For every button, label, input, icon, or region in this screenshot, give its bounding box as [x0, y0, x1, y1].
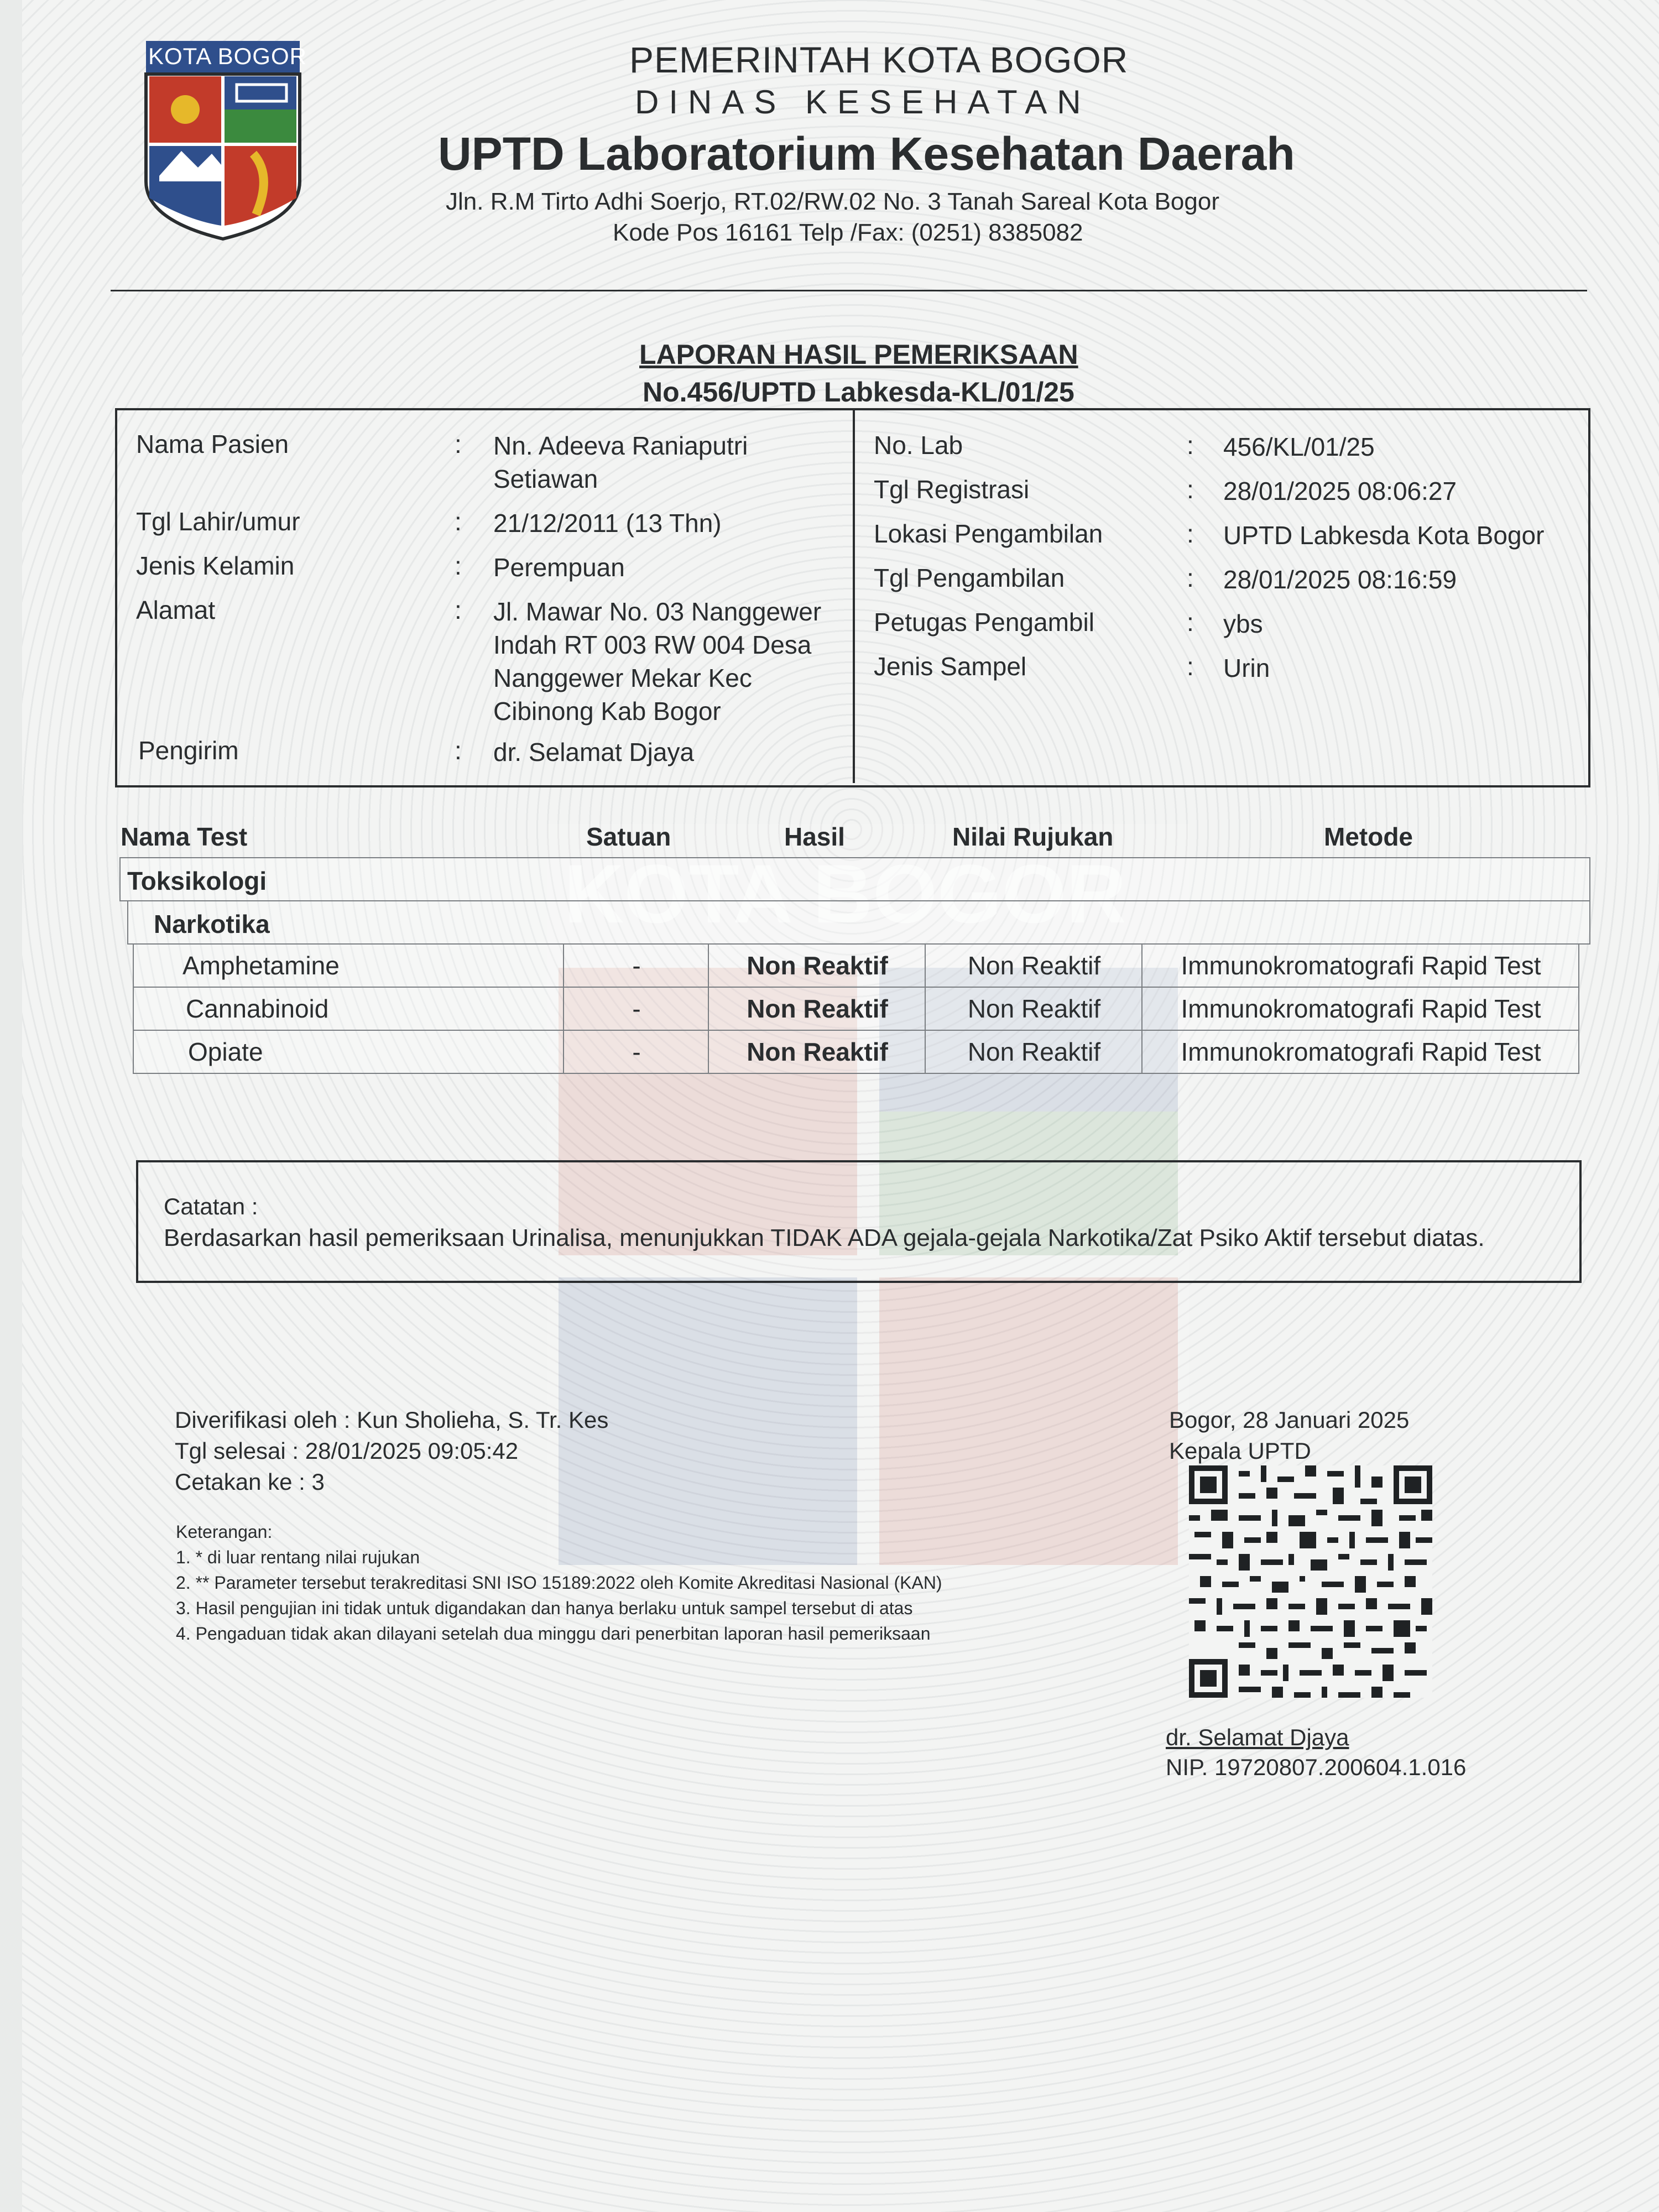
lab-number-value: 456/KL/01/25 [1223, 432, 1375, 461]
table-row [133, 943, 1579, 988]
note-label: Catatan : [164, 1193, 258, 1219]
test-name: Cannabinoid [186, 994, 329, 1023]
sample-type-label: Jenis Sampel [874, 652, 1027, 681]
sender-label: Pengirim [138, 736, 239, 765]
header-government: PEMERINTAH KOTA BOGOR [629, 39, 1129, 80]
unit-cell: - [563, 945, 709, 987]
notes-item: 3. Hasil pengujian ini tidak untuk digandakan dan hanya berlaku untuk sampel tersebut di atas [176, 1598, 913, 1618]
colon: : [1187, 431, 1194, 460]
collector-value: ybs [1223, 609, 1263, 638]
result-cell: Non Reaktif [708, 988, 926, 1030]
address-value: Jl. Mawar No. 03 Nanggewer Indah RT 003 RW 004 Desa Nanggewer Mekar Kec Cibinong Kab Bogor [493, 597, 822, 726]
test-name: Amphetamine [182, 951, 340, 980]
collection-location-label: Lokasi Pengambilan [874, 519, 1103, 548]
gender-value: Perempuan [493, 553, 625, 582]
colon: : [455, 507, 462, 536]
notes-item: 1. * di luar rentang nilai rujukan [176, 1547, 420, 1567]
col-header-reference: Nilai Rujukan [952, 822, 1114, 851]
colon: : [1187, 608, 1194, 637]
sender-value: dr. Selamat Djaya [493, 738, 695, 766]
collection-date-label: Tgl Pengambilan [874, 564, 1065, 592]
col-header-method: Metode [1324, 822, 1413, 851]
sample-type-value: Urin [1223, 654, 1270, 682]
col-header-unit: Satuan [586, 822, 671, 851]
address-label: Alamat [136, 596, 216, 624]
col-header-result: Hasil [784, 822, 845, 851]
colon: : [1187, 475, 1194, 504]
colon: : [1187, 564, 1194, 592]
lab-number-label: No. Lab [874, 431, 963, 460]
gender-label: Jenis Kelamin [136, 551, 295, 580]
watermark-text: KOTA BOGOR [564, 847, 1126, 940]
patient-name-value: Nn. Adeeva Raniaputri Setiawan [493, 431, 748, 493]
finished-date: Tgl selesai : 28/01/2025 09:05:42 [175, 1438, 519, 1464]
patient-name-label: Nama Pasien [136, 430, 289, 458]
group-label: Toksikologi [127, 867, 267, 895]
table-row [133, 987, 1579, 1031]
note-box [136, 1160, 1582, 1283]
collector-label: Petugas Pengambil [874, 608, 1094, 637]
note-text: Berdasarkan hasil pemeriksaan Urinalisa, menunjukkan TIDAK ADA gejala-gejala Narkotika/Zat Psiko Aktif tersebut diatas. [164, 1224, 1485, 1251]
collection-date-value: 28/01/2025 08:16:59 [1223, 565, 1457, 594]
report-number: No.456/UPTD Labkesda-KL/01/25 [643, 377, 1074, 408]
reference-cell: Non Reaktif [925, 988, 1142, 1030]
collection-location-value: UPTD Labkesda Kota Bogor [1223, 521, 1545, 550]
header-department: DINAS KESEHATAN [635, 84, 1091, 121]
col-header-test: Nama Test [121, 822, 248, 851]
method-cell: Immunokromatografi Rapid Test [1141, 945, 1579, 987]
verified-by: Diverifikasi oleh : Kun Sholieha, S. Tr. Kes [175, 1407, 609, 1433]
header-address: Jln. R.M Tirto Adhi Soerjo, RT.02/RW.02 No. 3 Tanah Sareal Kota Bogor [446, 188, 1219, 215]
print-count: Cetakan ke : 3 [175, 1469, 325, 1495]
colon: : [1187, 519, 1194, 548]
colon: : [455, 736, 462, 765]
test-name: Opiate [188, 1037, 263, 1066]
method-cell: Immunokromatografi Rapid Test [1141, 1031, 1579, 1073]
colon: : [455, 596, 462, 624]
birthdate-value: 21/12/2011 (13 Thn) [493, 509, 722, 538]
result-cell: Non Reaktif [708, 945, 926, 987]
header-divider [111, 290, 1587, 291]
notes-title: Keterangan: [176, 1522, 273, 1542]
table-group-row [119, 857, 1590, 901]
unit-cell: - [563, 988, 709, 1030]
colon: : [455, 430, 462, 458]
subgroup-label: Narkotika [154, 910, 270, 938]
table-subgroup-row [127, 900, 1590, 945]
header-contact: Kode Pos 16161 Telp /Fax: (0251) 8385082 [613, 219, 1083, 246]
notes-item: 2. ** Parameter tersebut terakreditasi SNI ISO 15189:2022 oleh Komite Akreditasi Nasional (KAN) [176, 1573, 942, 1593]
colon: : [1187, 652, 1194, 681]
qr-code-icon [1189, 1465, 1432, 1698]
document-page [22, 0, 1659, 2212]
report-title: LAPORAN HASIL PEMERIKSAAN [639, 339, 1078, 370]
colon: : [455, 551, 462, 580]
birthdate-label: Tgl Lahir/umur [136, 507, 300, 536]
unit-cell: - [563, 1031, 709, 1073]
place-date: Bogor, 28 Januari 2025 [1169, 1407, 1410, 1433]
patient-box-divider [853, 410, 855, 783]
header-institution: UPTD Laboratorium Kesehatan Daerah [438, 128, 1295, 180]
notes-item: 4. Pengaduan tidak akan dilayani setelah dua minggu dari penerbitan laporan hasil pemeriksaan [176, 1624, 931, 1644]
signer-name: dr. Selamat Djaya [1166, 1724, 1349, 1750]
logo-label: KOTA BOGOR [148, 43, 307, 69]
table-row [133, 1030, 1579, 1074]
signer-nip: NIP. 19720807.200604.1.016 [1166, 1754, 1467, 1780]
reference-cell: Non Reaktif [925, 1031, 1142, 1073]
registration-date-value: 28/01/2025 08:06:27 [1223, 477, 1457, 505]
reference-cell: Non Reaktif [925, 945, 1142, 987]
method-cell: Immunokromatografi Rapid Test [1141, 988, 1579, 1030]
result-cell: Non Reaktif [708, 1031, 926, 1073]
signer-position: Kepala UPTD [1169, 1438, 1311, 1464]
registration-date-label: Tgl Registrasi [874, 475, 1030, 504]
